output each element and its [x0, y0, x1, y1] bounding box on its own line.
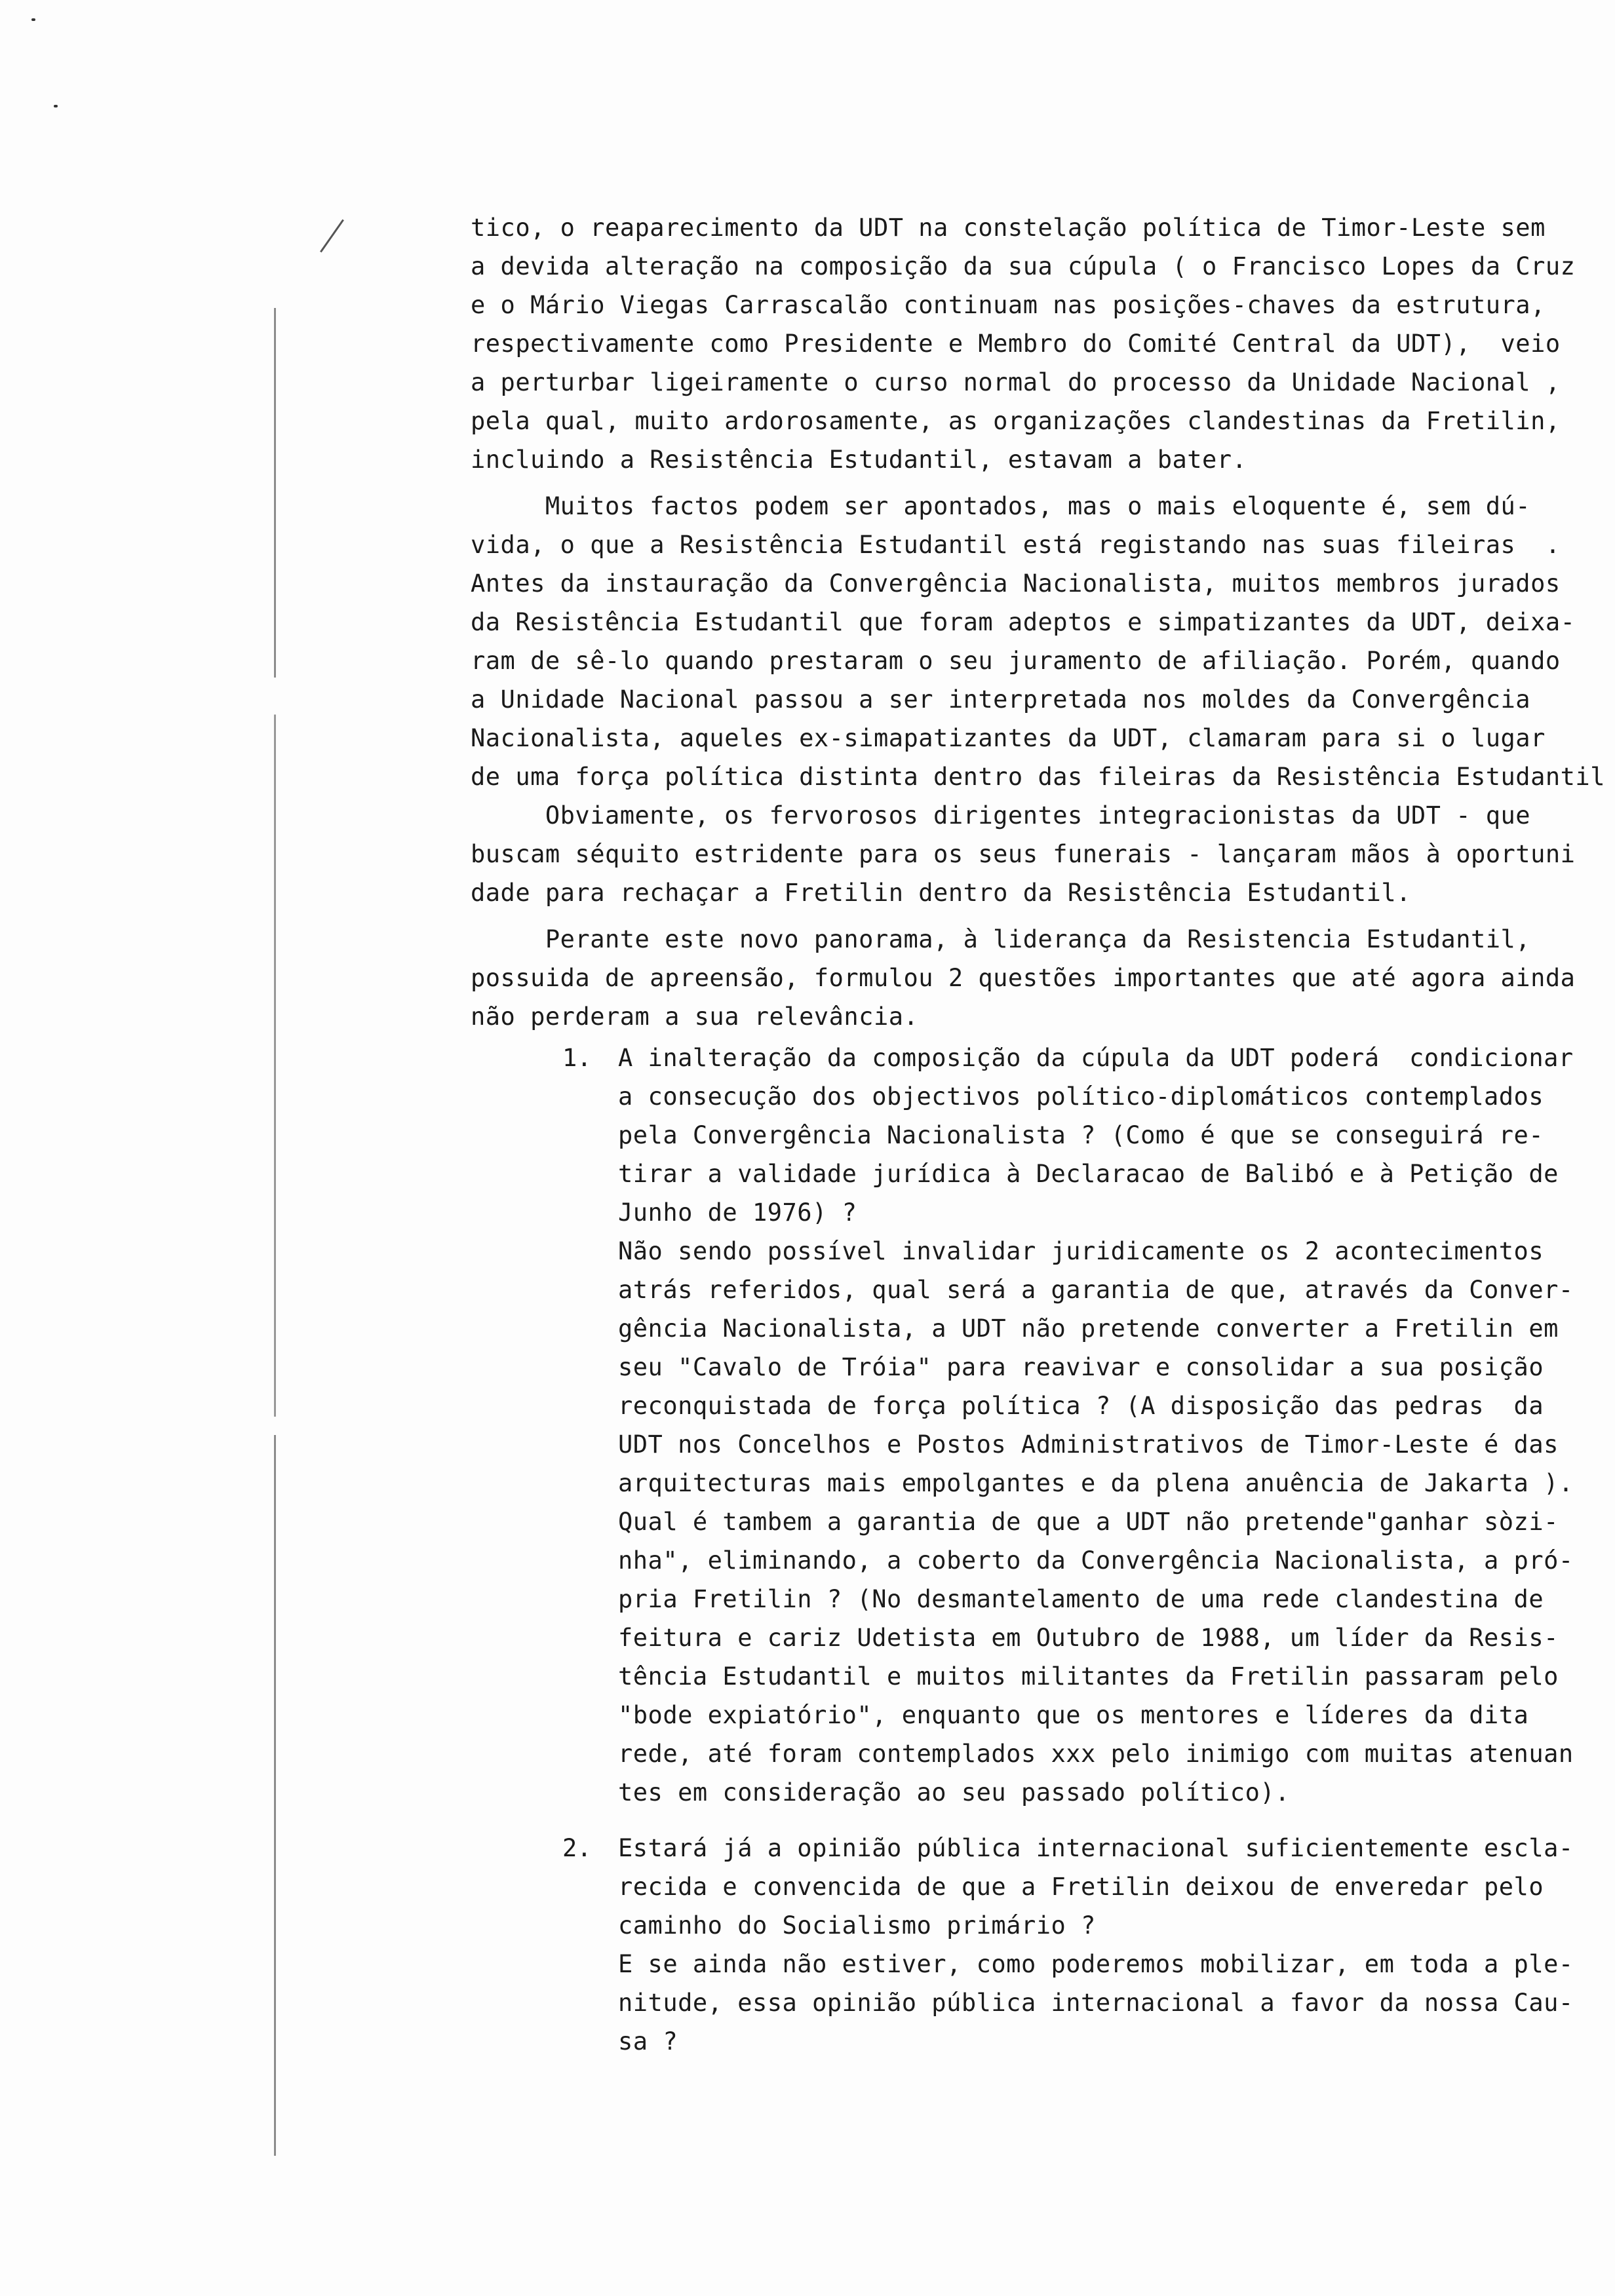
binding-margin-line: [274, 308, 276, 2156]
text-line: vida, o que a Resistência Estudantil está registando nas suas fileiras .: [471, 531, 1561, 559]
text-line: arquitecturas mais empolgantes e da plena anuência de Jakarta ).: [618, 1469, 1574, 1497]
paragraph: [471, 208, 1576, 479]
text-line: Antes da instauração da Convergência Nacionalista, muitos membros jurados: [471, 569, 1561, 598]
text-line: Não sendo possível invalidar juridicamente os 2 acontecimentos: [618, 1237, 1544, 1265]
text-line: respectivamente como Presidente e Membro do Comité Central da UDT), veio: [471, 330, 1561, 358]
list-item-number: 2.: [562, 1834, 592, 1862]
scan-mark: [320, 220, 344, 253]
text-line: a Unidade Nacional passou a ser interpretada nos moldes da Convergência: [471, 685, 1531, 714]
list-item-number: 1.: [562, 1044, 592, 1072]
text-line: Obviamente, os fervorosos dirigentes integracionistas da UDT - que: [471, 801, 1531, 830]
text-line: a consecução dos objectivos político-diplomáticos contemplados: [618, 1082, 1544, 1111]
paragraph: [471, 487, 1605, 796]
text-line: tes em consideração ao seu passado político).: [618, 1778, 1290, 1807]
scan-mark: [54, 105, 58, 107]
text-line: tico, o reaparecimento da UDT na constelação política de Timor-Leste sem: [471, 214, 1546, 242]
text-line: UDT nos Concelhos e Postos Administrativos de Timor-Leste é das: [618, 1430, 1559, 1459]
text-line: Muitos factos podem ser apontados, mas o mais eloquente é, sem dú-: [471, 492, 1531, 520]
list-item: [562, 1039, 1574, 1812]
text-line: incluindo a Resistência Estudantil, estavam a bater.: [471, 446, 1247, 474]
text-line: dade para rechaçar a Fretilin dentro da Resistência Estudantil.: [471, 879, 1411, 907]
text-line: a devida alteração na composição da sua cúpula ( o Francisco Lopes da Cruz: [471, 252, 1576, 280]
text-line: caminho do Socialismo primário ?: [618, 1911, 1096, 1940]
text-line: não perderam a sua relevância.: [471, 1003, 919, 1031]
text-line: pria Fretilin ? (No desmantelamento de uma rede clandestina de: [618, 1585, 1544, 1613]
text-line: Qual é tambem a garantia de que a UDT não pretende"ganhar sòzi-: [618, 1508, 1559, 1536]
numbered-list: [562, 1039, 1574, 2061]
text-line: Nacionalista, aqueles ex-simapatizantes da UDT, clamaram para si o lugar: [471, 724, 1546, 752]
text-line: Junho de 1976) ?: [618, 1198, 857, 1227]
text-line: Perante este novo panorama, à liderança da Resistencia Estudantil,: [471, 925, 1531, 953]
text-line: A inalteração da composição da cúpula da UDT poderá condicionar: [618, 1044, 1574, 1072]
text-line: tência Estudantil e muitos militantes da Fretilin passaram pelo: [618, 1662, 1559, 1691]
text-line: E se ainda não estiver, como poderemos mobilizar, em toda a ple-: [618, 1950, 1574, 1978]
text-line: e o Mário Viegas Carrascalão continuam nas posições-chaves da estrutura,: [471, 291, 1546, 319]
text-line: tirar a validade jurídica à Declaracao de Balibó e à Petição de: [618, 1160, 1559, 1188]
text-line: "bode expiatório", enquanto que os mentores e líderes da dita: [618, 1701, 1529, 1729]
list-item: [562, 1829, 1574, 2061]
paragraph: [471, 920, 1576, 1036]
text-line: de uma força política distinta dentro das fileiras da Resistência Estudantil: [471, 763, 1605, 791]
text-line: seu "Cavalo de Tróia" para reavivar e consolidar a sua posição: [618, 1353, 1544, 1381]
text-line: recida e convencida de que a Fretilin deixou de enveredar pelo: [618, 1873, 1544, 1901]
text-line: feitura e cariz Udetista em Outubro de 1988, um líder da Resis-: [618, 1624, 1559, 1652]
text-line: sa ?: [618, 2027, 678, 2056]
text-line: nha", eliminando, a coberto da Convergência Nacionalista, a pró-: [618, 1546, 1574, 1575]
text-line: da Resistência Estudantil que foram adeptos e simpatizantes da UDT, deixa-: [471, 608, 1576, 636]
paragraph: [471, 796, 1576, 912]
text-line: pela Convergência Nacionalista ? (Como é que se conseguirá re-: [618, 1121, 1544, 1149]
text-line: buscam séquito estridente para os seus funerais - lançaram mãos à oportuni: [471, 840, 1576, 868]
body-text: [471, 208, 1605, 1036]
scan-mark: [31, 18, 35, 21]
text-line: atrás referidos, qual será a garantia de que, através da Conver-: [618, 1276, 1574, 1304]
text-line: gência Nacionalista, a UDT não pretende converter a Fretilin em: [618, 1314, 1559, 1343]
text-line: pela qual, muito ardorosamente, as organizações clandestinas da Fretilin,: [471, 407, 1561, 435]
text-line: a perturbar ligeiramente o curso normal do processo da Unidade Nacional ,: [471, 368, 1561, 396]
text-line: Estará já a opinião pública internacional suficientemente escla-: [618, 1834, 1574, 1862]
text-line: possuida de apreensão, formulou 2 questões importantes que até agora ainda: [471, 964, 1576, 992]
text-line: reconquistada de força política ? (A disposição das pedras da: [618, 1392, 1544, 1420]
text-line: rede, até foram contemplados xxx pelo inimigo com muitas atenuan: [618, 1740, 1574, 1768]
text-line: nitude, essa opinião pública internacional a favor da nossa Cau-: [618, 1989, 1574, 2017]
text-line: ram de sê-lo quando prestaram o seu juramento de afiliação. Porém, quando: [471, 647, 1561, 675]
